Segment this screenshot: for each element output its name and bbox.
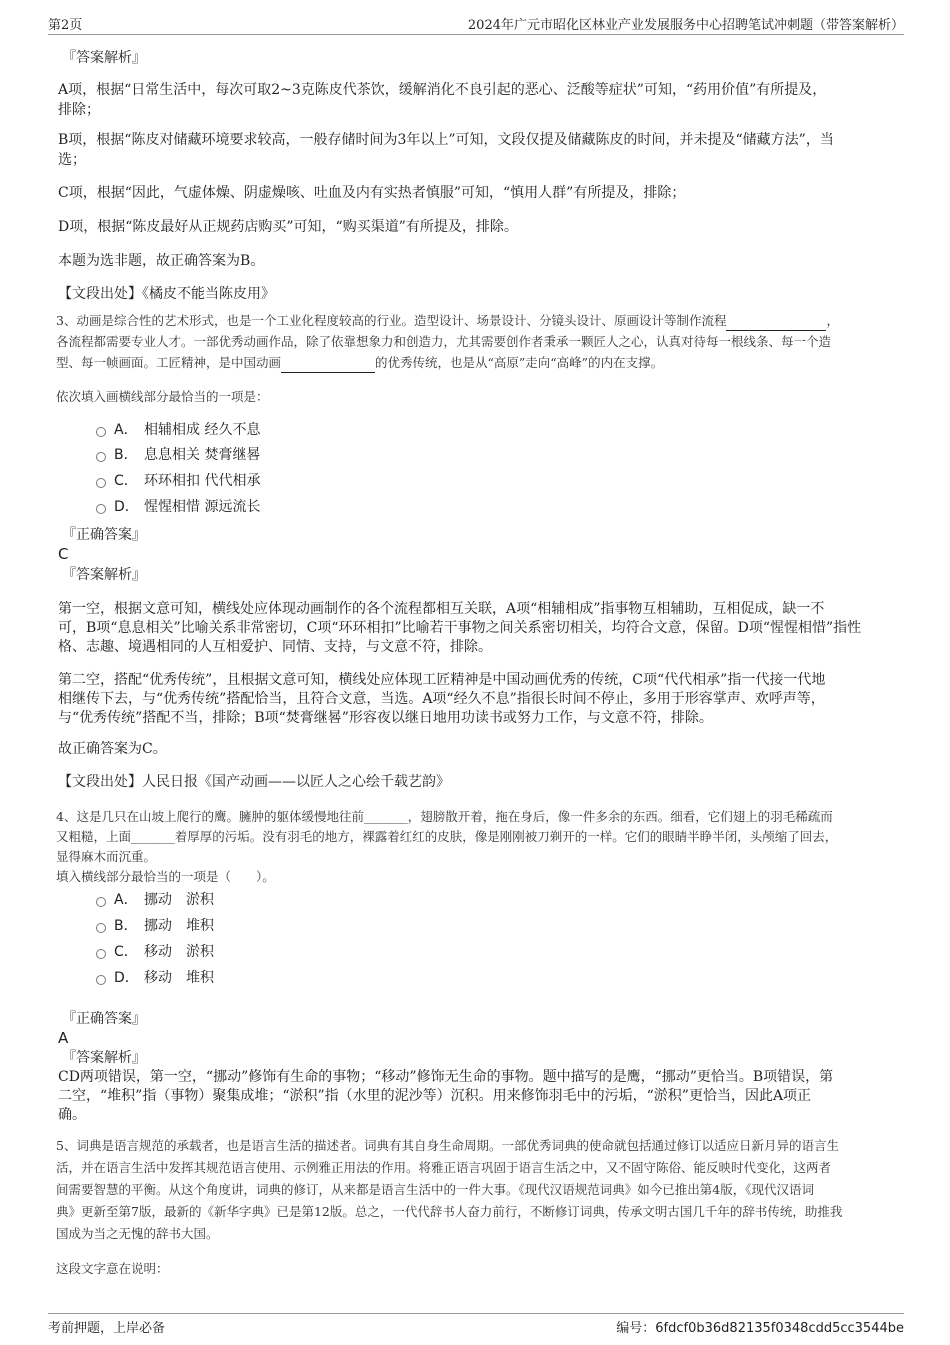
q5-stem-line: 间需要智慧的平衡。从这个角度讲，词典的修订，从来都是语言生活中的一件大事。《现代汉语规范词典》如今已推出第4版，《现代汉语词 — [56, 1182, 814, 1197]
q4-analysis-line: 确。 — [58, 1107, 86, 1123]
q3-source: 【文段出处】人民日报《国产动画——以匠人之心绘千载艺韵》 — [58, 774, 450, 790]
q4-option-a[interactable]: A． 挪动 淤积 — [96, 890, 214, 910]
q3-answer: C — [58, 545, 69, 563]
q4-option-b[interactable]: B． 挪动 堆积 — [96, 916, 214, 936]
q2-conclusion: 本题为选非题，故正确答案为B。 — [58, 253, 265, 269]
answer-blank — [726, 316, 826, 331]
q3-analysis-line: 第一空，根据文意可知，横线处应体现动画制作的各个流程都相互关联，A项“相辅相成”指事物互相辅助，互相促成，缺一不 — [58, 601, 825, 617]
q2-source: 【文段出处】《橘皮不能当陈皮用》 — [58, 286, 275, 302]
q5-stem-line: 5、词典是语言规范的承载者，也是语言生活的描述者。词典有其自身生命周期。一部优秀词典的使命就包括通过修订以适应日新月异的语言生 — [56, 1138, 839, 1153]
page-header — [48, 12, 904, 35]
q3-conclusion: 故正确答案为C。 — [58, 741, 167, 757]
q5-prompt: 这段文字意在说明： — [56, 1261, 169, 1276]
q3-prompt: 依次填入画横线部分最恰当的一项是： — [56, 389, 269, 404]
q3-analysis-line: 可，B项“息息相关”比喻关系非常密切，C项“环环相扣”比喻若干事物之间关系密切相关，均符合文意，保留。D项“惺惺相惜”指性 — [58, 620, 862, 636]
q2-analysis-line: 选； — [58, 152, 86, 168]
q3-option-c[interactable]: C． 环环相扣 代代相承 — [96, 471, 260, 491]
radio-icon[interactable] — [96, 427, 106, 437]
q4-option-d[interactable]: D． 移动 堆积 — [96, 968, 214, 988]
radio-icon[interactable] — [96, 452, 106, 462]
q3-stem-line: 各流程都需要专业人才。一部优秀动画作品，除了依靠想象力和创造力，尤其需要创作者秉承一颗匠人之心，认真对待每一根线条、每一个造 — [56, 334, 832, 349]
radio-icon[interactable] — [96, 478, 106, 488]
document-title: 2024年广元市昭化区林业产业发展服务中心招聘笔试冲刺题（带答案解析） — [467, 18, 904, 33]
radio-icon[interactable] — [96, 897, 106, 907]
q3-answer-label: 『正确答案』 — [62, 527, 146, 543]
document-id: 编号：6fdcf0b36d82135f0348cdd5cc3544be — [616, 1321, 904, 1336]
q4-prompt: 填入横线部分最恰当的一项是（ ）。 — [56, 869, 275, 884]
q4-analysis-label: 『答案解析』 — [62, 1050, 146, 1066]
page-number: 第2页 — [48, 18, 83, 33]
q3-stem-line: 型、每一帧画面。工匠精神，是中国动画 的优秀传统，也是从“高原”走向“高峰”的内在支撑。 — [56, 352, 896, 373]
q4-stem-line: 又粗糙，上面_______着厚厚的污垢。没有羽毛的地方，裸露着红红的皮肤，像是刚刚被刀剃开的一样。它们的眼睛半睁半闭，头颅缩了回去， — [56, 829, 838, 844]
q2-analysis-line: A项，根据“日常生活中，每次可取2~3克陈皮代茶饮，缓解消化不良引起的恶心、泛酸等症状”可知，“药用价值”有所提及， — [58, 82, 827, 98]
page-footer — [48, 1313, 904, 1336]
q3-analysis-line: 与“优秀传统”搭配不当，排除；B项“焚膏继晷”形容夜以继日地用功读书或努力工作，与文意不符，排除。 — [58, 710, 713, 726]
q3-stem-line: 3、动画是综合性的艺术形式，也是一个工业化程度较高的行业。造型设计、场景设计、分镜头设计、原画设计等制作流程 ， — [56, 310, 896, 331]
q4-stem-line: 4、这是几只在山坡上爬行的鹰。臃肿的躯体缓慢地往前_______，翅膀散开着，拖在身后，像一件多余的东西。细看，它们翅上的羽毛稀疏而 — [56, 809, 833, 824]
q3-analysis-label: 『答案解析』 — [62, 567, 146, 583]
q4-analysis-line: CD两项错误，第一空，“挪动”修饰有生命的事物；“移动”修饰无生命的事物。题中描写的是鹰，“挪动”更恰当。B项错误，第 — [58, 1069, 834, 1085]
q5-stem-line: 典》更新至第7版，最新的《新华字典》已是第12版。总之，一代代辞书人奋力前行，不断修订词典，传承文明古国几千年的辞书传统，助推我 — [56, 1204, 843, 1219]
q3-analysis-line: 格、志趣、境遇相同的人互相爱护、同情、支持，与文意不符，排除。 — [58, 639, 492, 655]
q2-analysis-line: D项，根据“陈皮最好从正规药店购买”可知，“购买渠道”有所提及，排除。 — [58, 219, 518, 235]
q4-answer-label: 『正确答案』 — [62, 1011, 146, 1027]
footer-slogan: 考前押题，上岸必备 — [48, 1321, 166, 1336]
answer-blank — [281, 358, 375, 373]
q4-answer: A — [58, 1029, 69, 1047]
q2-analysis-line: C项，根据“因此，气虚体燥、阴虚燥咳、吐血及内有实热者慎服”可知，“慎用人群”有所提及，排除； — [58, 185, 686, 201]
q3-analysis-line: 相继传下去，与“优秀传统”搭配恰当，且符合文意，当选。A项“经久不息”指很长时间不停止，多用于形容掌声、欢呼声等， — [58, 691, 825, 707]
q2-analysis-line: 排除； — [58, 102, 100, 118]
q3-analysis-line: 第二空，搭配“优秀传统”，且根据文意可知，横线处应体现工匠精神是中国动画优秀的传统，C项“代代相承”指一代接一代地 — [58, 672, 826, 688]
radio-icon[interactable] — [96, 949, 106, 959]
q4-analysis-line: 二空，“堆积”指（事物）聚集成堆；“淤积”指（水里的泥沙等）沉积。用来修饰羽毛中的污垢，“淤积”更恰当，因此A项正 — [58, 1088, 812, 1104]
q4-option-c[interactable]: C． 移动 淤积 — [96, 942, 214, 962]
radio-icon[interactable] — [96, 975, 106, 985]
q3-option-a[interactable]: A． 相辅相成 经久不息 — [96, 420, 260, 440]
q3-option-b[interactable]: B． 息息相关 焚膏继晷 — [96, 445, 260, 465]
q2-analysis-label: 『答案解析』 — [62, 50, 146, 66]
q2-analysis-line: B项，根据“陈皮对储藏环境要求较高，一般存储时间为3年以上”可知，文段仅提及储藏陈皮的时间，并未提及“储藏方法”，当 — [58, 132, 834, 148]
radio-icon[interactable] — [96, 504, 106, 514]
q4-stem-line: 显得麻木而沉重。 — [56, 849, 157, 864]
q3-option-d[interactable]: D． 惺惺相惜 源远流长 — [96, 497, 260, 517]
radio-icon[interactable] — [96, 923, 106, 933]
q5-stem-line: 国成为当之无愧的辞书大国。 — [56, 1226, 219, 1241]
q5-stem-line: 活，并在语言生活中发挥其规范语言使用、示例雅正用法的作用。将雅正语言巩固于语言生活之中，又不固守陈俗、能反映时代变化，这两者 — [56, 1160, 832, 1175]
